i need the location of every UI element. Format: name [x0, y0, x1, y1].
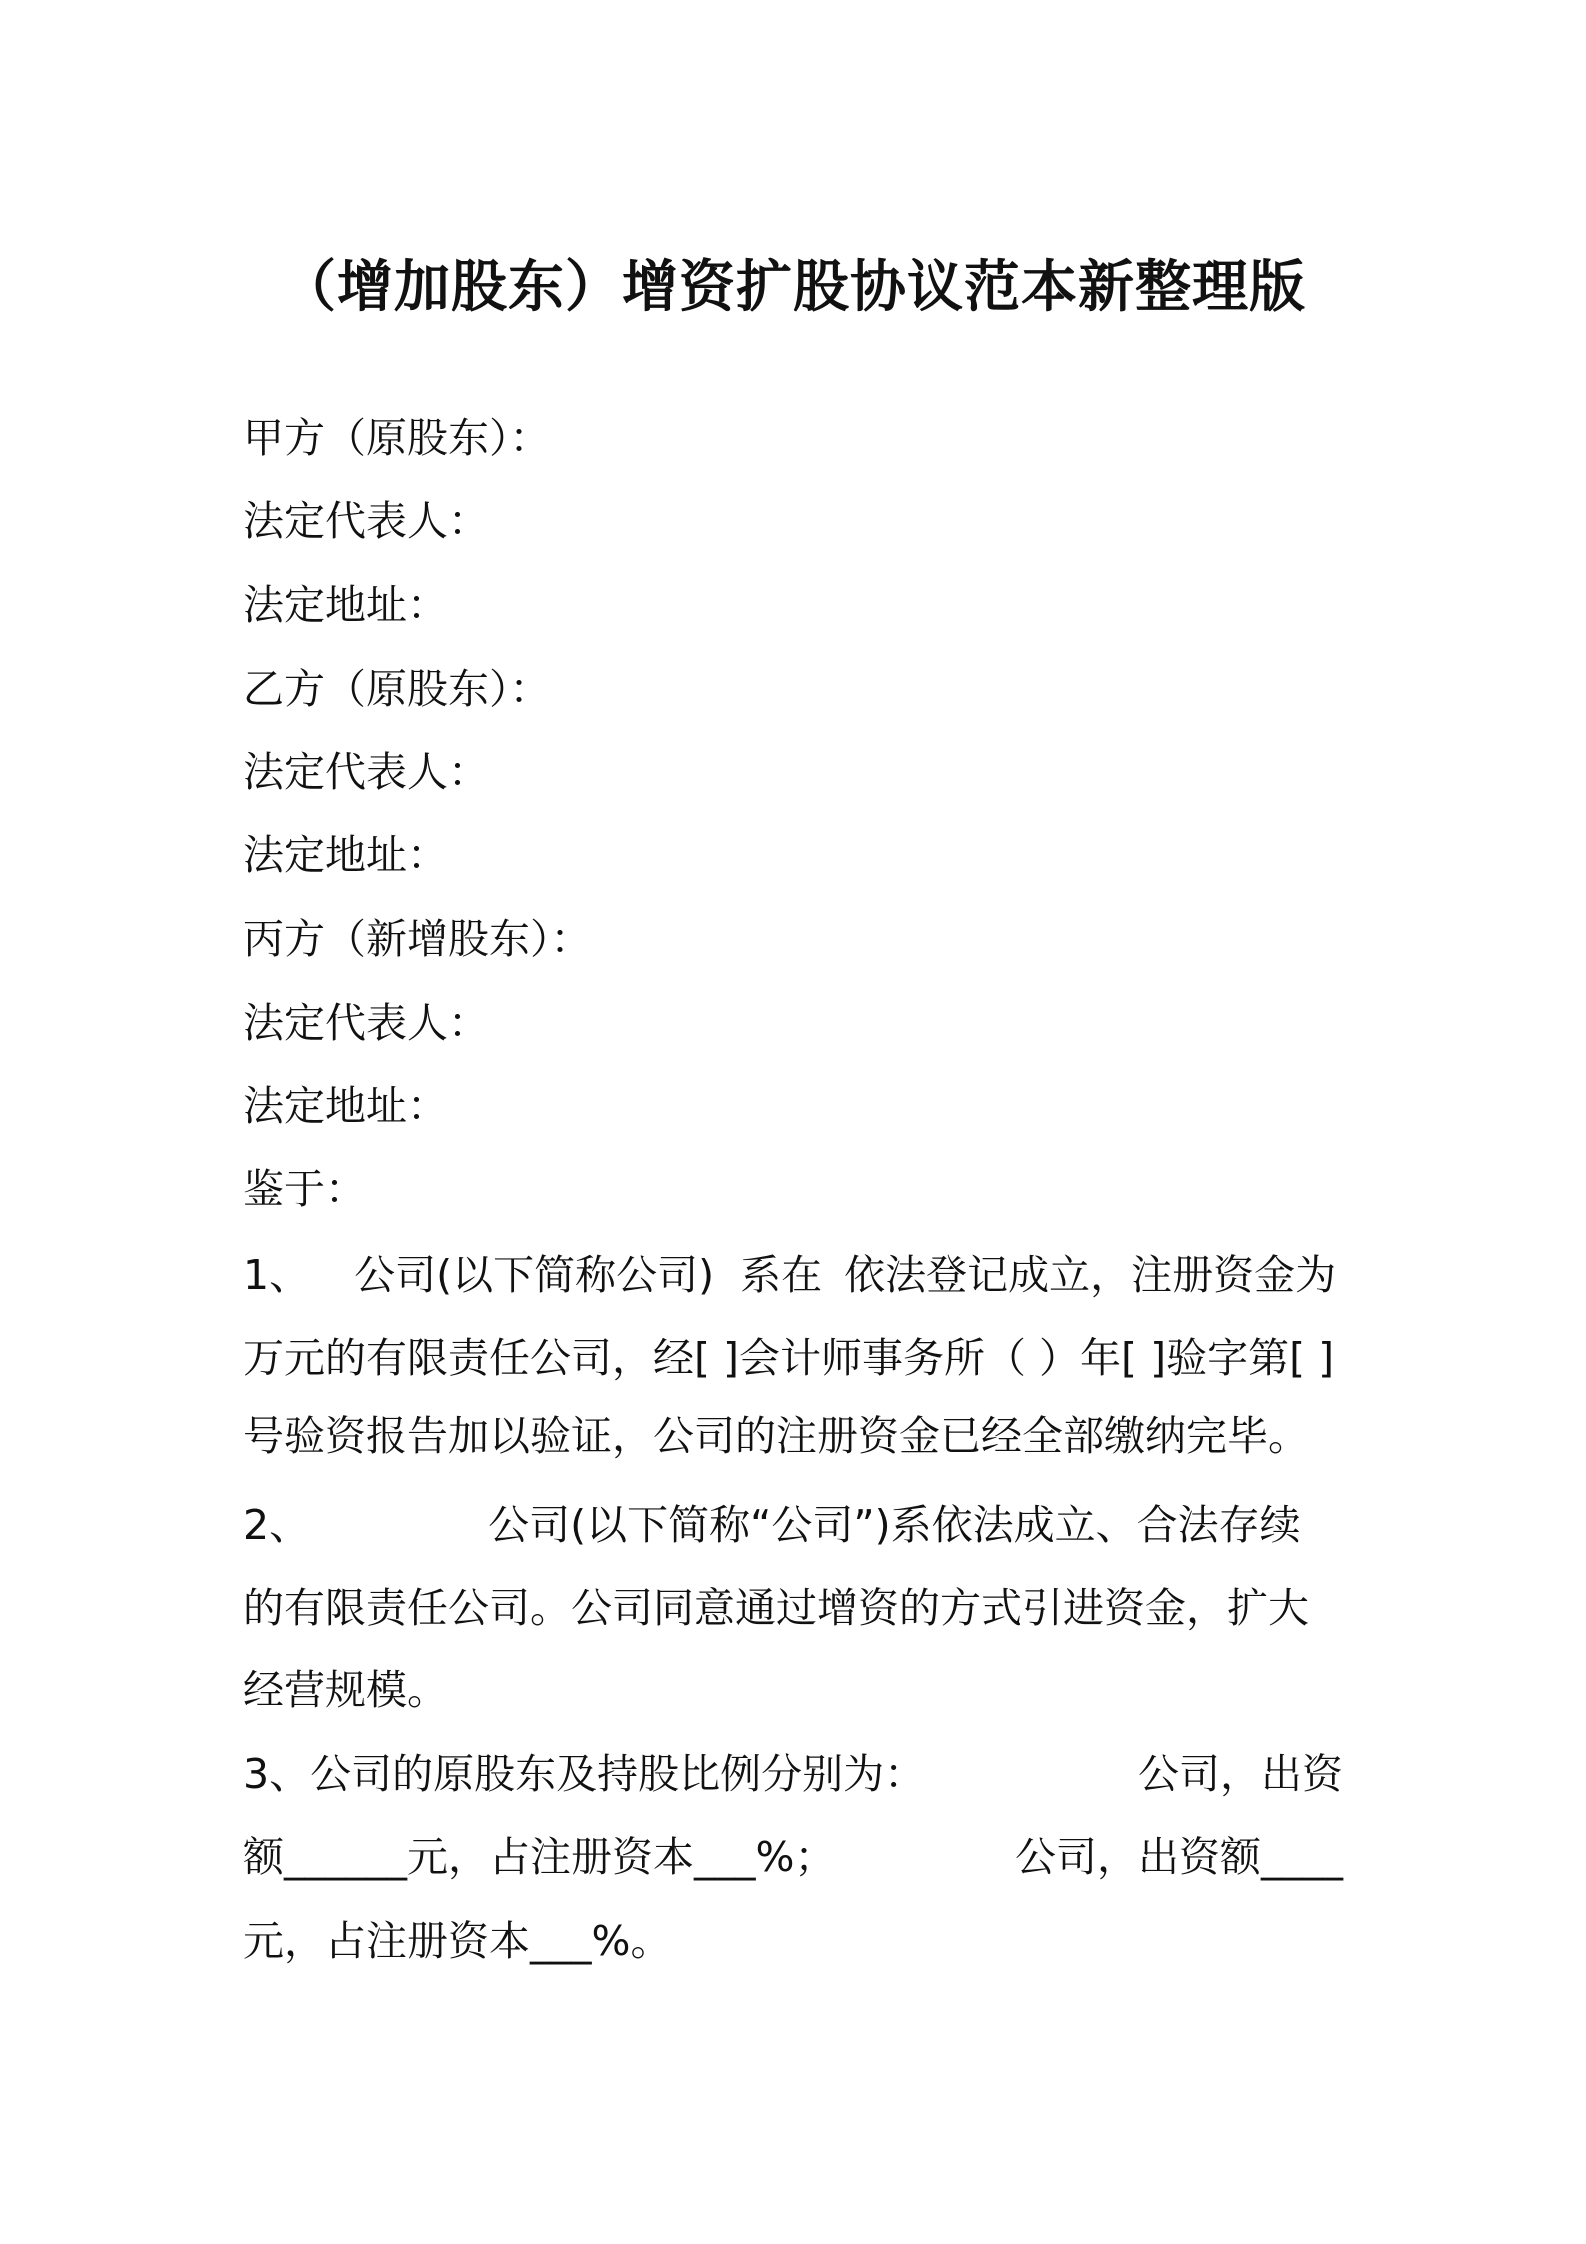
clause-3-share-1: 额______元，占注册资本___%； — [243, 1833, 836, 1881]
clause-2-line-3: 经营规模。 — [243, 1666, 448, 1714]
clause-2-company-text: 公司(以下简称“公司”)系依法成立、合法存续 — [488, 1501, 1301, 1549]
clause-1-line-1 — [243, 1247, 1343, 1303]
clause-1-line-2: 万元的有限责任公司，经[ ]会计师事务所（ ）年[ ]验字第[ ] — [243, 1334, 1335, 1382]
party-c-representative: 法定代表人： — [243, 999, 489, 1047]
clause-1-located-in: 系在 — [740, 1251, 823, 1299]
party-a-representative: 法定代表人： — [243, 497, 489, 545]
clause-3-line-3: 元，占注册资本___%。 — [243, 1917, 672, 1965]
party-a-label: 甲方（原股东）： — [243, 414, 551, 462]
clause-2-line-2: 的有限责任公司。公司同意通过增资的方式引进资金，扩大 — [243, 1584, 1309, 1632]
clause-1-registration: 依法登记成立，注册资金为 — [844, 1251, 1337, 1299]
clause-3-company-1: 公司，出资 — [1138, 1750, 1343, 1798]
clause-3-line-2 — [243, 1829, 1343, 1885]
whereas-label: 鉴于： — [243, 1165, 366, 1213]
party-c-address: 法定地址： — [243, 1082, 448, 1130]
party-b-label: 乙方（原股东）： — [243, 665, 551, 713]
clause-1-number: 1、 — [243, 1251, 311, 1299]
clause-2-line-1 — [243, 1497, 1343, 1553]
clause-3-company-2: 公司，出资额____ — [1015, 1833, 1343, 1881]
party-c-label: 丙方（新增股东）： — [243, 915, 592, 963]
clause-3-line-1 — [243, 1746, 1343, 1802]
clause-1-line-3: 号验资报告加以验证，公司的注册资金已经全部缴纳完毕。 — [243, 1412, 1309, 1460]
party-b-address: 法定地址： — [243, 831, 448, 879]
clause-3-intro: 3、公司的原股东及持股比例分别为： — [243, 1750, 926, 1798]
party-a-address: 法定地址： — [243, 581, 448, 629]
clause-1-company-name: 公司(以下简称公司) — [354, 1251, 715, 1299]
clause-2-number: 2、 — [243, 1501, 311, 1549]
document-title: （增加股东）增资扩股协议范本新整理版 — [280, 255, 1306, 320]
party-b-representative: 法定代表人： — [243, 748, 489, 796]
